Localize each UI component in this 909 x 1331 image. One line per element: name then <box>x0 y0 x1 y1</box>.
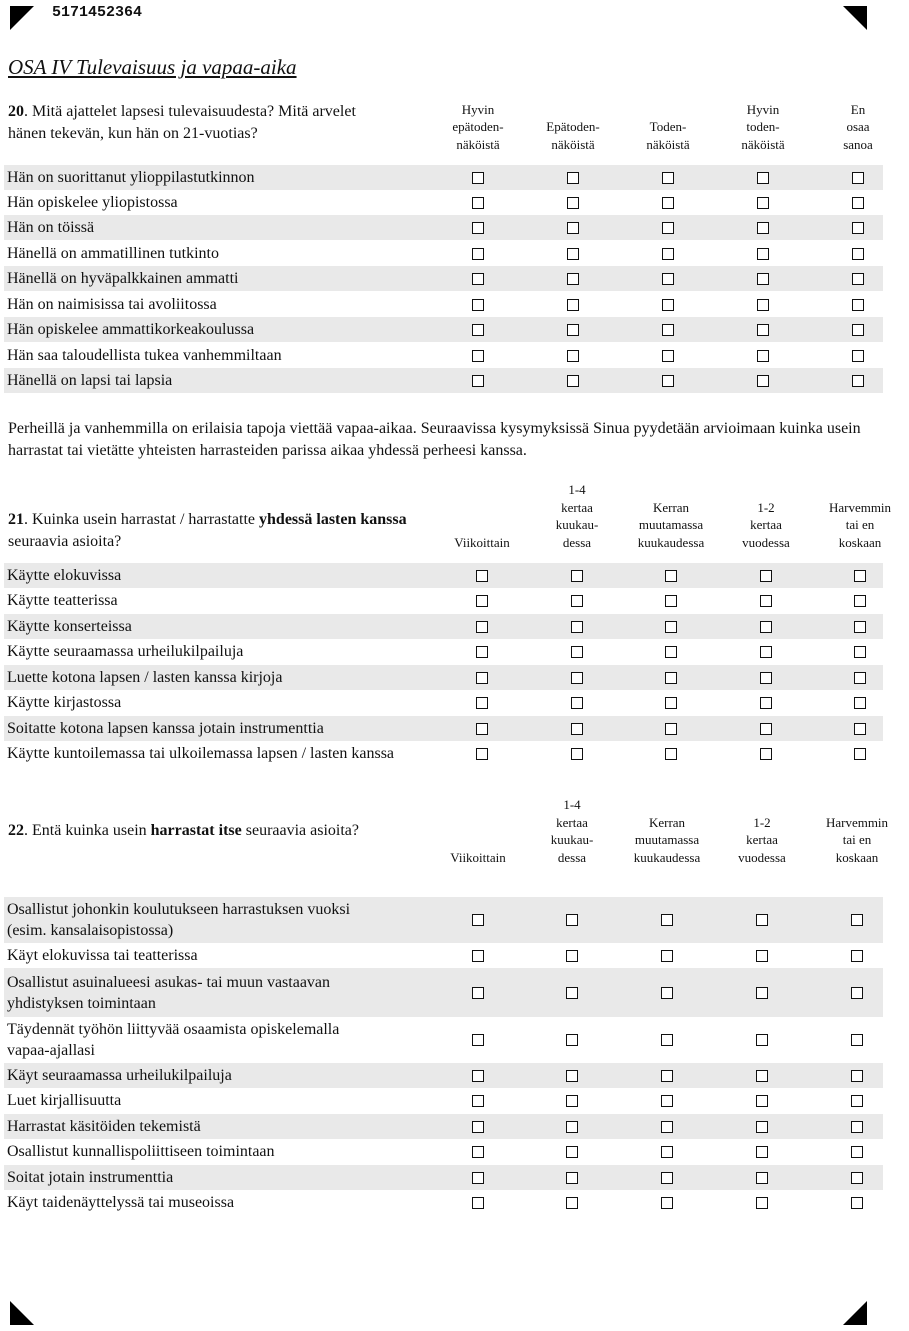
answer-checkbox[interactable] <box>662 299 674 311</box>
column-header-line: Harvemmin <box>825 814 889 830</box>
row-label-line: Käytte seuraamassa urheilukilpailuja <box>7 643 244 660</box>
row-label-line: Hänellä on ammatillinen tutkinto <box>7 245 219 262</box>
row-label-line: Osallistut johonkin koulutukseen harrastuksen vuoksi <box>7 901 351 918</box>
answer-checkbox[interactable] <box>662 350 674 362</box>
column-header-line: Harvemmin <box>828 499 892 515</box>
answer-checkbox[interactable] <box>567 197 579 209</box>
row-label <box>7 167 255 188</box>
row-label-line: Luet kirjallisuutta <box>7 1092 122 1109</box>
answer-checkbox[interactable] <box>472 299 484 311</box>
table-row <box>4 1017 883 1063</box>
table-row <box>4 716 883 741</box>
answer-checkbox[interactable] <box>571 595 583 607</box>
column-header <box>829 499 891 552</box>
answer-checkbox[interactable] <box>854 672 866 684</box>
column-header-line: 1-2 <box>753 814 771 830</box>
table-row <box>4 343 883 368</box>
column-header <box>826 814 888 867</box>
column-header-line: Kerran <box>652 499 690 515</box>
answer-checkbox[interactable] <box>567 273 579 285</box>
row-label <box>7 972 330 1014</box>
row-label-line: Hän on naimisissa tai avoliitossa <box>7 296 217 313</box>
answer-checkbox[interactable] <box>661 1095 673 1107</box>
answer-checkbox[interactable] <box>661 1146 673 1158</box>
column-header-line: kuukau- <box>555 517 599 532</box>
table-row <box>4 968 883 1017</box>
answer-checkbox[interactable] <box>665 621 677 633</box>
answer-checkbox[interactable] <box>851 1197 863 1209</box>
answer-checkbox[interactable] <box>756 1095 768 1107</box>
answer-checkbox[interactable] <box>852 350 864 362</box>
answer-checkbox[interactable] <box>851 1172 863 1184</box>
question-emphasis: yhdessä lasten kanssa <box>259 511 407 528</box>
answer-checkbox[interactable] <box>571 723 583 735</box>
answer-checkbox[interactable] <box>567 375 579 387</box>
column-header-line: näköistä <box>551 136 595 152</box>
answer-checkbox[interactable] <box>472 1070 484 1082</box>
row-label-line: Luette kotona lapsen / lasten kanssa kirjoja <box>7 669 283 686</box>
row-label-line: Käyt elokuvissa tai teatterissa <box>7 947 198 964</box>
answer-checkbox[interactable] <box>760 723 772 735</box>
table-row <box>4 1190 883 1215</box>
row-label-line: Hän opiskelee yliopistossa <box>7 194 178 211</box>
answer-checkbox[interactable] <box>472 324 484 336</box>
answer-checkbox[interactable] <box>757 350 769 362</box>
answer-checkbox[interactable] <box>567 172 579 184</box>
row-label-line: Käyt taidenäyttelyssä tai museoissa <box>7 1194 235 1211</box>
answer-checkbox[interactable] <box>476 570 488 582</box>
answer-checkbox[interactable] <box>476 697 488 709</box>
column-header-line: näköistä <box>646 136 690 152</box>
answer-checkbox[interactable] <box>756 1070 768 1082</box>
answer-checkbox[interactable] <box>566 987 578 999</box>
answer-checkbox[interactable] <box>852 222 864 234</box>
row-label-line: Käytte konserteissa <box>7 618 132 635</box>
column-header-line: koskaan <box>838 534 882 550</box>
row-label-line: Käytte kirjastossa <box>7 694 122 711</box>
question-emphasis: harrastat itse <box>150 822 242 839</box>
answer-checkbox[interactable] <box>661 987 673 999</box>
answer-checkbox[interactable] <box>756 914 768 926</box>
column-header-line: näköistä <box>456 136 500 152</box>
row-label-line: Soitatte kotona lapsen kanssa jotain instrumenttia <box>7 720 324 737</box>
answer-checkbox[interactable] <box>566 1121 578 1133</box>
answer-checkbox[interactable] <box>760 595 772 607</box>
answer-checkbox[interactable] <box>567 350 579 362</box>
answer-checkbox[interactable] <box>665 595 677 607</box>
table-row <box>4 190 883 215</box>
answer-checkbox[interactable] <box>662 375 674 387</box>
row-label <box>7 294 217 315</box>
answer-checkbox[interactable] <box>851 914 863 926</box>
table-row <box>4 943 883 968</box>
row-label-line: Hän saa taloudellista tukea vanhemmiltaan <box>7 347 282 364</box>
answer-checkbox[interactable] <box>757 375 769 387</box>
answer-checkbox[interactable] <box>566 1172 578 1184</box>
answer-checkbox[interactable] <box>571 570 583 582</box>
row-label-line: yhdistyksen toimintaan <box>7 994 156 1012</box>
row-label <box>7 1090 121 1111</box>
column-header-line: epätoden- <box>452 119 504 134</box>
answer-checkbox[interactable] <box>661 1121 673 1133</box>
row-label-line: Käytte kuntoilemassa tai ulkoilemassa lapsen / lasten kanssa <box>7 745 395 762</box>
row-label-line: Osallistut asuinalueesi asukas- tai muun vastaavan <box>7 973 331 991</box>
answer-checkbox[interactable] <box>760 672 772 684</box>
row-label-line: Käytte elokuvissa <box>7 567 122 584</box>
row-label-line: Hän opiskelee ammattikorkeakoulussa <box>7 321 255 338</box>
column-header-line: Hyvin <box>746 101 780 117</box>
answer-checkbox[interactable] <box>662 222 674 234</box>
column-header <box>551 796 594 866</box>
row-label <box>7 1141 275 1162</box>
table-row <box>4 1063 883 1088</box>
row-label-line: Käyt seuraamassa urheilukilpailuja <box>7 1067 232 1084</box>
row-label-line: Osallistut kunnallispoliittiseen toimintaan <box>7 1143 275 1160</box>
answer-checkbox[interactable] <box>472 350 484 362</box>
answer-checkbox[interactable] <box>851 1146 863 1158</box>
answer-checkbox[interactable] <box>566 950 578 962</box>
row-label <box>7 1167 173 1188</box>
registration-mark-bottom-left <box>10 1301 34 1325</box>
column-header <box>646 118 689 153</box>
answer-checkbox[interactable] <box>854 595 866 607</box>
answer-checkbox[interactable] <box>851 1121 863 1133</box>
question-22-text <box>8 820 448 842</box>
row-label-line: Hänellä on lapsi tai lapsia <box>7 372 173 389</box>
column-header-line: kuukau- <box>550 832 594 847</box>
answer-checkbox[interactable] <box>851 1095 863 1107</box>
answer-checkbox[interactable] <box>760 748 772 760</box>
column-header <box>634 814 700 867</box>
answer-checkbox[interactable] <box>472 987 484 999</box>
row-label <box>7 692 121 713</box>
answer-checkbox[interactable] <box>760 621 772 633</box>
row-label <box>7 1065 232 1086</box>
table-row <box>4 665 883 690</box>
row-label <box>7 590 118 611</box>
column-header-line: näköistä <box>741 136 785 152</box>
table-row <box>4 588 883 613</box>
row-label-line: vapaa-ajallasi <box>7 1042 95 1059</box>
column-header <box>450 849 506 867</box>
answer-checkbox[interactable] <box>852 324 864 336</box>
table-row <box>4 690 883 715</box>
answer-checkbox[interactable] <box>760 697 772 709</box>
row-label-line: Täydennät työhön liittyvää osaamista opiskelemalla <box>7 1021 340 1038</box>
answer-checkbox[interactable] <box>661 1034 673 1046</box>
column-header-line: koskaan <box>835 849 879 865</box>
row-label <box>7 319 254 340</box>
row-label <box>7 217 94 238</box>
column-header-line: 1-4 <box>563 797 581 812</box>
answer-checkbox[interactable] <box>757 222 769 234</box>
answer-checkbox[interactable] <box>756 1034 768 1046</box>
row-label <box>7 667 282 688</box>
column-header-line: toden- <box>746 119 780 134</box>
table-row <box>4 563 883 588</box>
column-header-line: vuodessa <box>742 534 790 550</box>
table-row <box>4 1088 883 1113</box>
answer-checkbox[interactable] <box>661 1070 673 1082</box>
column-header-line: Toden- <box>649 119 687 134</box>
registration-mark-top-right <box>843 6 867 30</box>
table-row <box>4 165 883 190</box>
answer-checkbox[interactable] <box>756 987 768 999</box>
table-row <box>4 266 883 291</box>
column-header-line: kuukaudessa <box>633 849 701 865</box>
answer-checkbox[interactable] <box>854 748 866 760</box>
question-text: . Entä kuinka usein <box>24 822 151 839</box>
answer-checkbox[interactable] <box>476 595 488 607</box>
column-header <box>452 101 503 154</box>
answer-checkbox[interactable] <box>472 1197 484 1209</box>
answer-checkbox[interactable] <box>571 621 583 633</box>
answer-checkbox[interactable] <box>566 1095 578 1107</box>
column-header-line: dessa <box>562 534 592 550</box>
answer-checkbox[interactable] <box>472 197 484 209</box>
answer-checkbox[interactable] <box>472 1034 484 1046</box>
row-label <box>7 743 394 764</box>
row-label-line: Hän on suorittanut ylioppilastutkinnon <box>7 169 255 186</box>
row-label <box>7 945 198 966</box>
answer-checkbox[interactable] <box>662 273 674 285</box>
answer-checkbox[interactable] <box>757 324 769 336</box>
row-label-line: (esim. kansalaisopistossa) <box>7 922 174 939</box>
table-row <box>4 1114 883 1139</box>
question-text-end: seuraavia asioita? <box>241 822 360 839</box>
row-label <box>7 268 238 289</box>
column-header <box>741 101 784 154</box>
answer-checkbox[interactable] <box>472 248 484 260</box>
row-label <box>7 345 282 366</box>
answer-checkbox[interactable] <box>851 950 863 962</box>
row-label <box>7 192 178 213</box>
question-text: . Kuinka usein harrastat / harrastatte <box>24 511 260 528</box>
answer-checkbox[interactable] <box>756 1172 768 1184</box>
answer-checkbox[interactable] <box>472 1095 484 1107</box>
answer-checkbox[interactable] <box>852 273 864 285</box>
answer-checkbox[interactable] <box>472 1146 484 1158</box>
question-21-text <box>8 509 428 553</box>
column-header-line: tai en <box>842 832 872 847</box>
table-row <box>4 1165 883 1190</box>
answer-checkbox[interactable] <box>472 222 484 234</box>
column-header-line: muutamassa <box>638 517 704 532</box>
row-label <box>7 1019 339 1061</box>
column-header-line: 1-4 <box>568 482 586 497</box>
answer-checkbox[interactable] <box>760 570 772 582</box>
answer-checkbox[interactable] <box>571 697 583 709</box>
answer-checkbox[interactable] <box>571 672 583 684</box>
question-number: 21 <box>8 511 24 528</box>
answer-checkbox[interactable] <box>566 1146 578 1158</box>
answer-checkbox[interactable] <box>567 299 579 311</box>
answer-checkbox[interactable] <box>476 621 488 633</box>
table-row <box>4 368 883 393</box>
question-20-text <box>8 101 378 145</box>
answer-checkbox[interactable] <box>854 570 866 582</box>
answer-checkbox[interactable] <box>567 222 579 234</box>
row-label <box>7 718 324 739</box>
answer-checkbox[interactable] <box>662 248 674 260</box>
column-header-line: Viikoittain <box>450 849 506 865</box>
answer-checkbox[interactable] <box>661 950 673 962</box>
answer-checkbox[interactable] <box>472 273 484 285</box>
column-header <box>546 118 599 153</box>
answer-checkbox[interactable] <box>854 621 866 633</box>
table-row <box>4 241 883 266</box>
row-label-line: Harrastat käsitöiden tekemistä <box>7 1118 201 1135</box>
column-header <box>454 534 510 552</box>
answer-checkbox[interactable] <box>472 375 484 387</box>
answer-checkbox[interactable] <box>571 646 583 658</box>
answer-checkbox[interactable] <box>757 299 769 311</box>
row-label <box>7 1192 234 1213</box>
row-label-line: Soitat jotain instrumenttia <box>7 1169 174 1186</box>
column-header-line: Kerran <box>648 814 686 830</box>
row-label <box>7 616 132 637</box>
table-row <box>4 897 883 943</box>
table-row <box>4 741 883 766</box>
row-label-line: Käytte teatterissa <box>7 592 118 609</box>
row-label <box>7 899 350 941</box>
column-header-line: kertaa <box>750 517 782 532</box>
question-number: 20 <box>8 103 24 120</box>
row-label <box>7 1116 201 1137</box>
column-header-line: muutamassa <box>634 832 700 847</box>
table-row <box>4 317 883 342</box>
answer-checkbox[interactable] <box>566 1070 578 1082</box>
answer-checkbox[interactable] <box>661 914 673 926</box>
answer-checkbox[interactable] <box>852 248 864 260</box>
column-header-line: osaa <box>846 119 870 134</box>
answer-checkbox[interactable] <box>567 248 579 260</box>
answer-checkbox[interactable] <box>852 172 864 184</box>
answer-checkbox[interactable] <box>476 672 488 684</box>
column-header-line: vuodessa <box>738 849 786 865</box>
registration-mark-bottom-right <box>843 1301 867 1325</box>
column-header-line: Hyvin <box>461 101 495 117</box>
form-id: 5171452364 <box>52 4 143 21</box>
row-label-line: Hän on töissä <box>7 219 95 236</box>
answer-checkbox[interactable] <box>852 299 864 311</box>
row-label-line: Hänellä on hyväpalkkainen ammatti <box>7 270 239 287</box>
row-label <box>7 641 243 662</box>
answer-checkbox[interactable] <box>851 1034 863 1046</box>
answer-checkbox[interactable] <box>566 1034 578 1046</box>
answer-checkbox[interactable] <box>757 197 769 209</box>
answer-checkbox[interactable] <box>852 375 864 387</box>
answer-checkbox[interactable] <box>571 748 583 760</box>
column-header-line: kertaa <box>561 499 593 515</box>
table-row <box>4 292 883 317</box>
answer-checkbox[interactable] <box>661 1197 673 1209</box>
column-header-line: sanoa <box>843 136 873 152</box>
answer-checkbox[interactable] <box>757 273 769 285</box>
answer-checkbox[interactable] <box>854 723 866 735</box>
answer-checkbox[interactable] <box>476 748 488 760</box>
answer-checkbox[interactable] <box>854 697 866 709</box>
question-number: 22 <box>8 822 24 839</box>
answer-checkbox[interactable] <box>756 1121 768 1133</box>
answer-checkbox[interactable] <box>472 1121 484 1133</box>
column-header-line: Viikoittain <box>454 534 510 550</box>
answer-checkbox[interactable] <box>665 723 677 735</box>
answer-checkbox[interactable] <box>756 950 768 962</box>
answer-checkbox[interactable] <box>476 646 488 658</box>
answer-checkbox[interactable] <box>665 570 677 582</box>
answer-checkbox[interactable] <box>662 172 674 184</box>
answer-checkbox[interactable] <box>662 197 674 209</box>
answer-checkbox[interactable] <box>472 950 484 962</box>
intro-paragraph: Perheillä ja vanhemmilla on erilaisia tapoja viettää vapaa-aikaa. Seuraavissa kysymyksissä Sinua pyydetään arvioimaan kuinka usein harrastat tai vietätte yhteisten harrasteiden parissa aikaa yhdessä perheesi kanssa. <box>8 420 861 459</box>
row-label <box>7 243 219 264</box>
column-header <box>638 499 704 552</box>
answer-checkbox[interactable] <box>566 914 578 926</box>
answer-checkbox[interactable] <box>852 197 864 209</box>
answer-checkbox[interactable] <box>756 1146 768 1158</box>
answer-checkbox[interactable] <box>665 646 677 658</box>
answer-checkbox[interactable] <box>854 646 866 658</box>
table-row <box>4 1139 883 1164</box>
answer-checkbox[interactable] <box>757 248 769 260</box>
answer-checkbox[interactable] <box>760 646 772 658</box>
answer-checkbox[interactable] <box>665 672 677 684</box>
answer-checkbox[interactable] <box>662 324 674 336</box>
answer-checkbox[interactable] <box>566 1197 578 1209</box>
question-text: . Mitä ajattelet lapsesi tulevaisuudesta? Mitä arvelet hänen tekevän, kun hän on 21-vuotias? <box>8 103 356 142</box>
column-header <box>556 481 599 551</box>
column-header-line: 1-2 <box>757 499 775 515</box>
column-header-line: Epätoden- <box>546 119 600 134</box>
column-header-line: kuukaudessa <box>637 534 705 550</box>
row-label <box>7 370 172 391</box>
answer-checkbox[interactable] <box>476 723 488 735</box>
column-header <box>843 101 873 154</box>
column-header <box>738 814 786 867</box>
answer-checkbox[interactable] <box>756 1197 768 1209</box>
table-row <box>4 215 883 240</box>
column-header-line: dessa <box>557 849 587 865</box>
answer-checkbox[interactable] <box>665 697 677 709</box>
registration-mark-top-left <box>10 6 34 30</box>
answer-checkbox[interactable] <box>472 1172 484 1184</box>
answer-checkbox[interactable] <box>851 987 863 999</box>
column-header-line: kertaa <box>746 832 778 847</box>
section-title: OSA IV Tulevaisuus ja vapaa-aika <box>8 55 297 79</box>
column-header-line: tai en <box>845 517 875 532</box>
answer-checkbox[interactable] <box>757 172 769 184</box>
answer-checkbox[interactable] <box>567 324 579 336</box>
column-header-line: En <box>850 101 866 117</box>
table-row <box>4 639 883 664</box>
answer-checkbox[interactable] <box>851 1070 863 1082</box>
table-row <box>4 614 883 639</box>
column-header-line: kertaa <box>556 814 588 830</box>
answer-checkbox[interactable] <box>665 748 677 760</box>
column-header <box>742 499 790 552</box>
answer-checkbox[interactable] <box>472 172 484 184</box>
answer-checkbox[interactable] <box>661 1172 673 1184</box>
answer-checkbox[interactable] <box>472 914 484 926</box>
row-label <box>7 565 121 586</box>
question-text-end: seuraavia asioita? <box>8 533 122 550</box>
